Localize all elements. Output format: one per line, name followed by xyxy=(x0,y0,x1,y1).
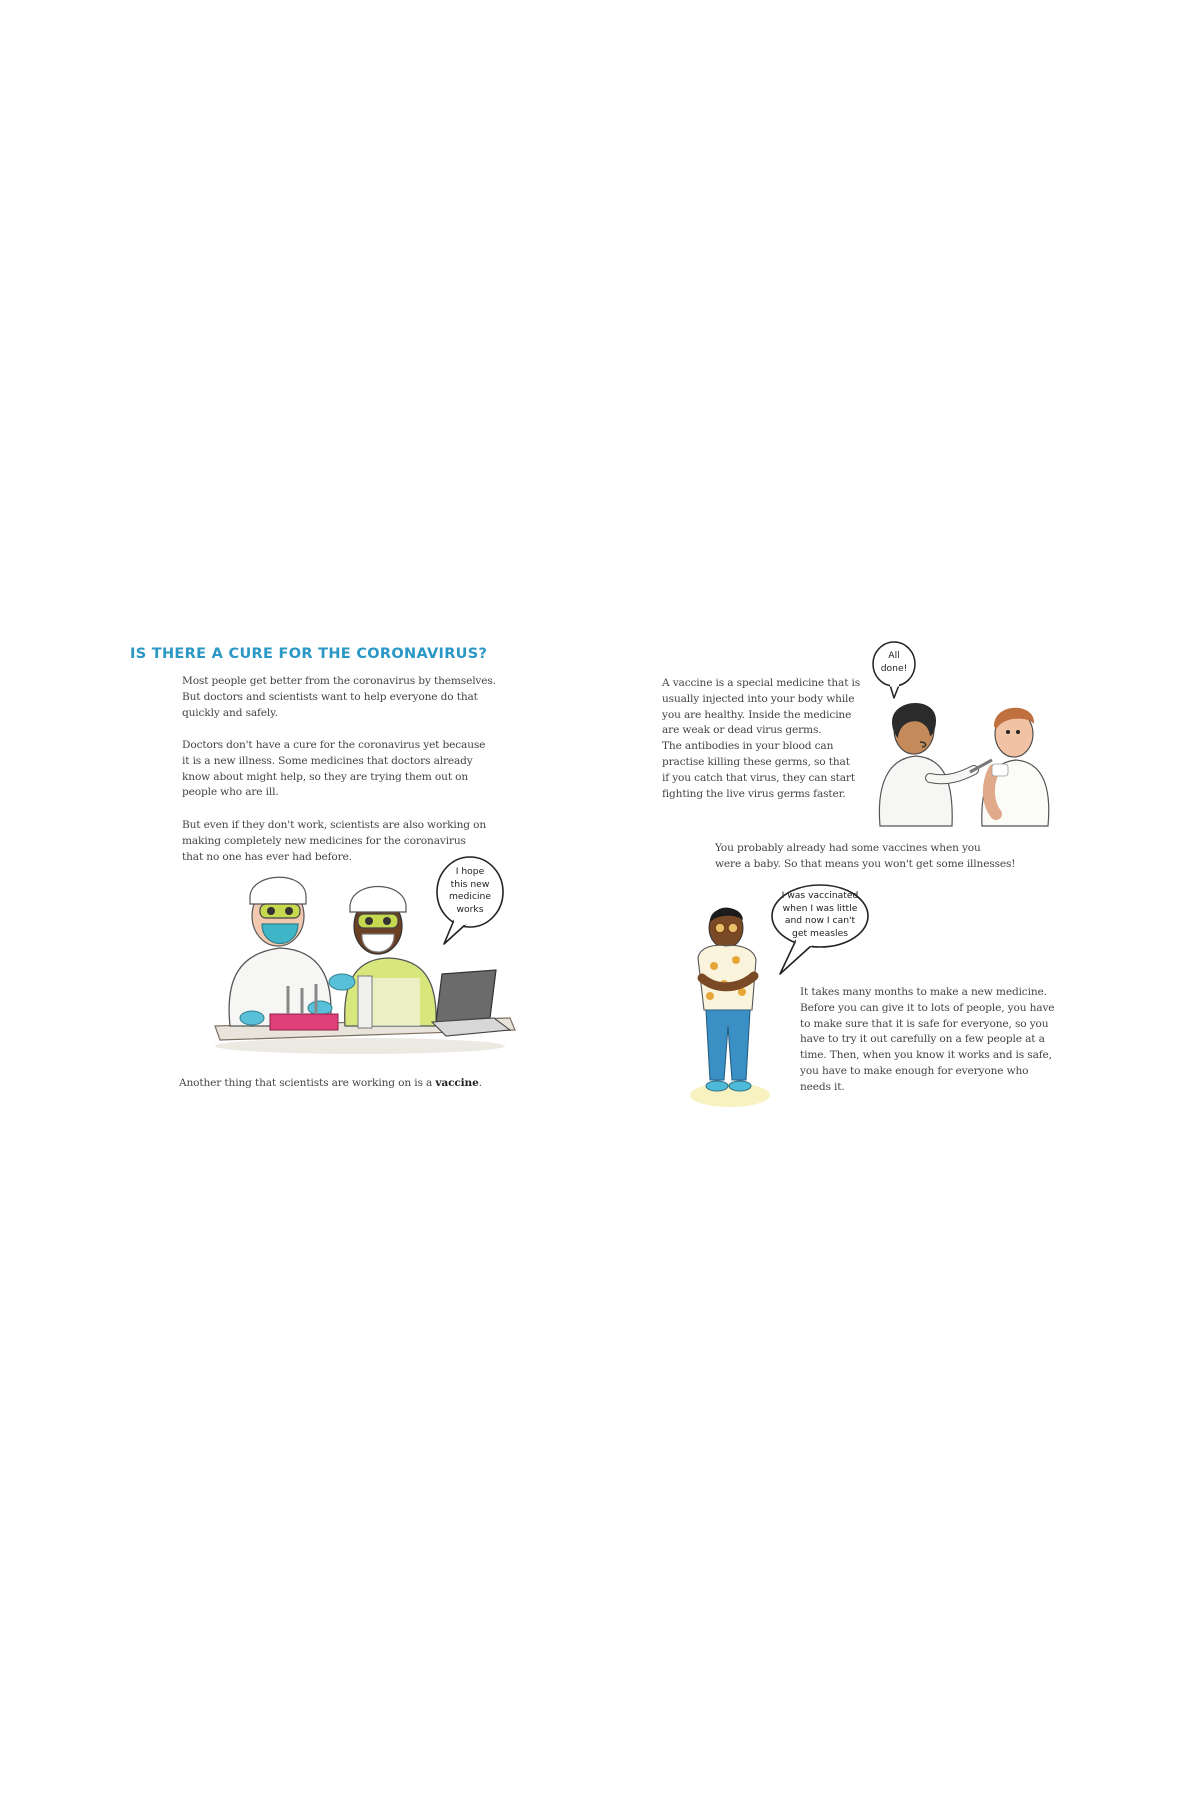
text-line: to make sure that it is safe for everyone, so you xyxy=(800,1017,1049,1030)
text-line: All xyxy=(888,650,900,661)
doctor-vaccination-illustration xyxy=(870,686,1060,826)
text-line: practise killing these germs, so that xyxy=(662,755,850,768)
paragraph-intro xyxy=(182,674,496,721)
text-line: making completely new medicines for the coronavirus xyxy=(182,834,466,847)
text-line: medicine xyxy=(448,891,492,902)
text-line: quickly and safely. xyxy=(182,706,278,719)
footer-text: Another thing that scientists are working on is a xyxy=(179,1077,433,1089)
boy-illustration xyxy=(680,900,780,1110)
text-line: this new xyxy=(450,878,490,890)
keyword-vaccine: vaccine xyxy=(435,1077,479,1089)
text-line: fighting the live virus germs faster. xyxy=(662,787,846,800)
text-line: were a baby. So that means you won't get some illnesses! xyxy=(715,857,1016,870)
speech-bubble-boy-text xyxy=(772,890,868,940)
text-line: you are healthy. Inside the medicine xyxy=(662,708,852,721)
text-line: needs it. xyxy=(800,1080,845,1093)
text-line: get measles xyxy=(791,927,849,939)
text-line: I was vaccinated xyxy=(781,890,859,901)
text-line: The antibodies in your blood can xyxy=(662,740,834,753)
text-line: you have to make enough for everyone who xyxy=(800,1064,1029,1077)
text-line: works xyxy=(456,903,484,915)
text-line: people who are ill. xyxy=(182,786,279,799)
text-line: if you catch that virus, they can start xyxy=(662,771,855,784)
speech-bubble-scientist-text xyxy=(440,866,500,916)
text-line: are weak or dead virus germs. xyxy=(662,724,822,737)
text-line: that no one has ever had before. xyxy=(182,850,352,863)
page-heading: IS THERE A CURE FOR THE CORONAVIRUS? xyxy=(130,646,488,662)
text-line: I hope xyxy=(455,866,485,877)
speech-bubble-doctor-text xyxy=(872,650,916,675)
paragraph-vaccine-definition xyxy=(662,676,860,802)
paragraph-no-cure xyxy=(182,738,485,801)
text-line: time. Then, when you know it works and is safe, xyxy=(800,1049,1052,1062)
text-line: Doctors don't have a cure for the coronavirus yet because xyxy=(182,739,486,751)
footer-end: . xyxy=(478,1077,482,1089)
paragraph-baby-vaccines xyxy=(715,841,1015,873)
text-line: Before you can give it to lots of people, you have xyxy=(800,1001,1055,1014)
text-line: It takes many months to make a new medicine. xyxy=(800,986,1047,998)
text-line: usually injected into your body while xyxy=(662,692,855,705)
text-line: But doctors and scientists want to help everyone do that xyxy=(182,690,478,703)
paragraph-making-medicine xyxy=(800,985,1054,1096)
paragraph-vaccine-intro xyxy=(179,1076,482,1092)
text-line: and now I can't xyxy=(784,915,856,926)
text-line: But even if they don't work, scientists are also working on xyxy=(182,819,487,831)
text-line: know about might help, so they are trying them out on xyxy=(182,770,469,783)
text-line: A vaccine is a special medicine that is xyxy=(662,677,861,689)
text-line: Most people get better from the coronavirus by themselves. xyxy=(182,675,496,687)
text-line: it is a new illness. Some medicines that doctors already xyxy=(182,754,473,767)
text-line: when I was little xyxy=(782,902,858,914)
text-line: You probably already had some vaccines when you xyxy=(715,842,981,854)
text-line: done! xyxy=(880,662,908,674)
text-line: have to try it out carefully on a few people at a xyxy=(800,1033,1045,1046)
